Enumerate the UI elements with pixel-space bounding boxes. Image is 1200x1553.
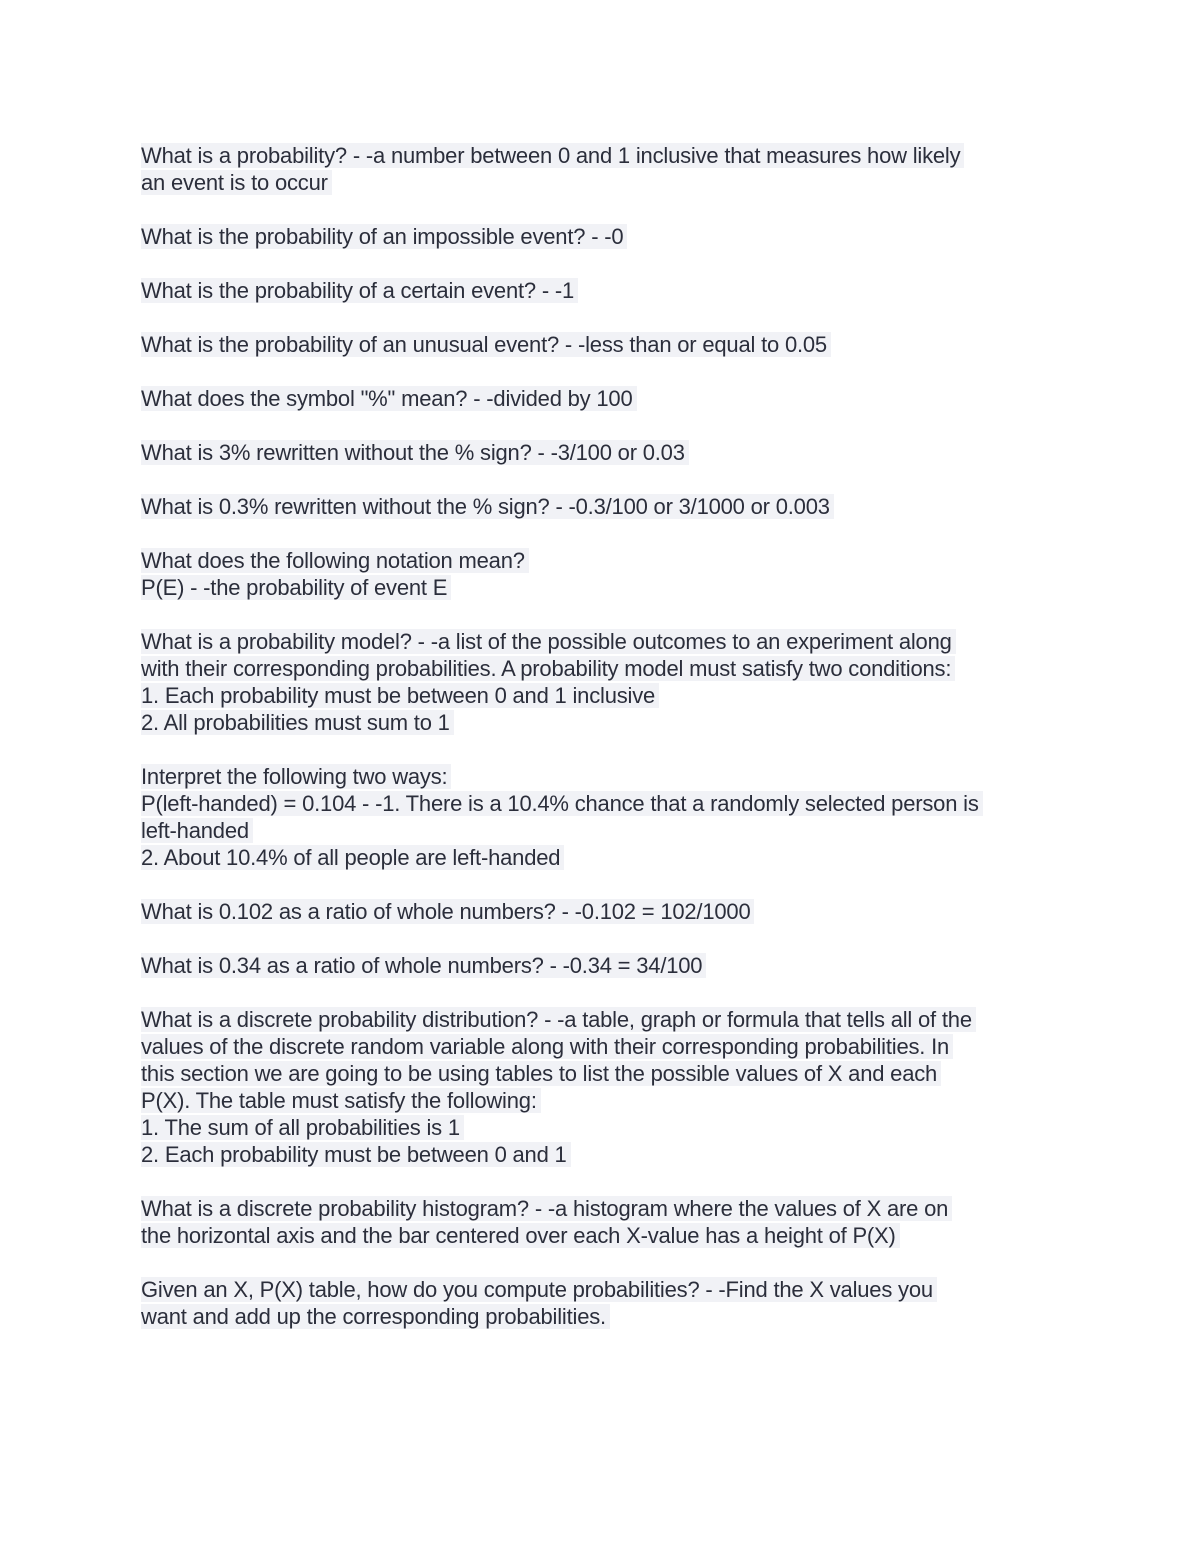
text-line: What is 0.34 as a ratio of whole numbers? - -0.34 = 34/100 bbox=[141, 953, 706, 978]
qa-discrete-histogram bbox=[141, 1195, 1071, 1249]
text-line: What is the probability of an unusual event? - -less than or equal to 0.05 bbox=[141, 332, 831, 357]
text-line: Given an X, P(X) table, how do you compute probabilities? - -Find the X values you bbox=[141, 1277, 937, 1302]
text-line: 1. Each probability must be between 0 and 1 inclusive bbox=[141, 683, 659, 708]
text-line: 2. All probabilities must sum to 1 bbox=[141, 710, 454, 735]
text-line: want and add up the corresponding probabilities. bbox=[141, 1304, 610, 1329]
qa-three-percent bbox=[141, 439, 1071, 466]
text-line: this section we are going to be using tables to list the possible values of X and each bbox=[141, 1061, 941, 1086]
text-line: What is a probability? - -a number between 0 and 1 inclusive that measures how likely bbox=[141, 143, 964, 168]
document-body bbox=[141, 142, 1071, 1357]
text-line: What is 3% rewritten without the % sign? - -3/100 or 0.03 bbox=[141, 440, 689, 465]
qa-unusual-event bbox=[141, 331, 1071, 358]
text-line: What does the symbol "%" mean? - -divided by 100 bbox=[141, 386, 637, 411]
text-line: left-handed bbox=[141, 818, 253, 843]
qa-ratio-0102 bbox=[141, 898, 1071, 925]
text-line: P(X). The table must satisfy the following: bbox=[141, 1088, 541, 1113]
qa-compute-probabilities bbox=[141, 1276, 1071, 1330]
text-line: Interpret the following two ways: bbox=[141, 764, 451, 789]
qa-impossible-event bbox=[141, 223, 1071, 250]
qa-notation bbox=[141, 547, 1071, 601]
text-line: What is the probability of a certain event? - -1 bbox=[141, 278, 578, 303]
text-line: 2. About 10.4% of all people are left-handed bbox=[141, 845, 564, 870]
text-line: What is a discrete probability distribution? - -a table, graph or formula that tells all of the bbox=[141, 1007, 976, 1032]
text-line: What is a probability model? - -a list of the possible outcomes to an experiment along bbox=[141, 629, 956, 654]
qa-probability-model bbox=[141, 628, 1071, 736]
text-line: 2. Each probability must be between 0 and 1 bbox=[141, 1142, 571, 1167]
text-line: What is the probability of an impossible event? - -0 bbox=[141, 224, 627, 249]
text-line: the horizontal axis and the bar centered over each X-value has a height of P(X) bbox=[141, 1223, 900, 1248]
qa-percent-symbol bbox=[141, 385, 1071, 412]
text-line: What is a discrete probability histogram? - -a histogram where the values of X are on bbox=[141, 1196, 952, 1221]
qa-probability-definition bbox=[141, 142, 1071, 196]
text-line: values of the discrete random variable along with their corresponding probabilities. In bbox=[141, 1034, 953, 1059]
text-line: with their corresponding probabilities. A probability model must satisfy two conditions: bbox=[141, 656, 955, 681]
qa-left-handed bbox=[141, 763, 1071, 871]
qa-discrete-distribution bbox=[141, 1006, 1071, 1168]
text-line: What is 0.3% rewritten without the % sign? - -0.3/100 or 3/1000 or 0.003 bbox=[141, 494, 834, 519]
qa-certain-event bbox=[141, 277, 1071, 304]
text-line: P(E) - -the probability of event E bbox=[141, 575, 451, 600]
text-line: What is 0.102 as a ratio of whole numbers? - -0.102 = 102/1000 bbox=[141, 899, 754, 924]
text-line: an event is to occur bbox=[141, 170, 332, 195]
text-line: 1. The sum of all probabilities is 1 bbox=[141, 1115, 464, 1140]
qa-point-three-percent bbox=[141, 493, 1071, 520]
text-line: What does the following notation mean? bbox=[141, 548, 529, 573]
qa-ratio-034 bbox=[141, 952, 1071, 979]
text-line: P(left-handed) = 0.104 - -1. There is a 10.4% chance that a randomly selected person is bbox=[141, 791, 983, 816]
